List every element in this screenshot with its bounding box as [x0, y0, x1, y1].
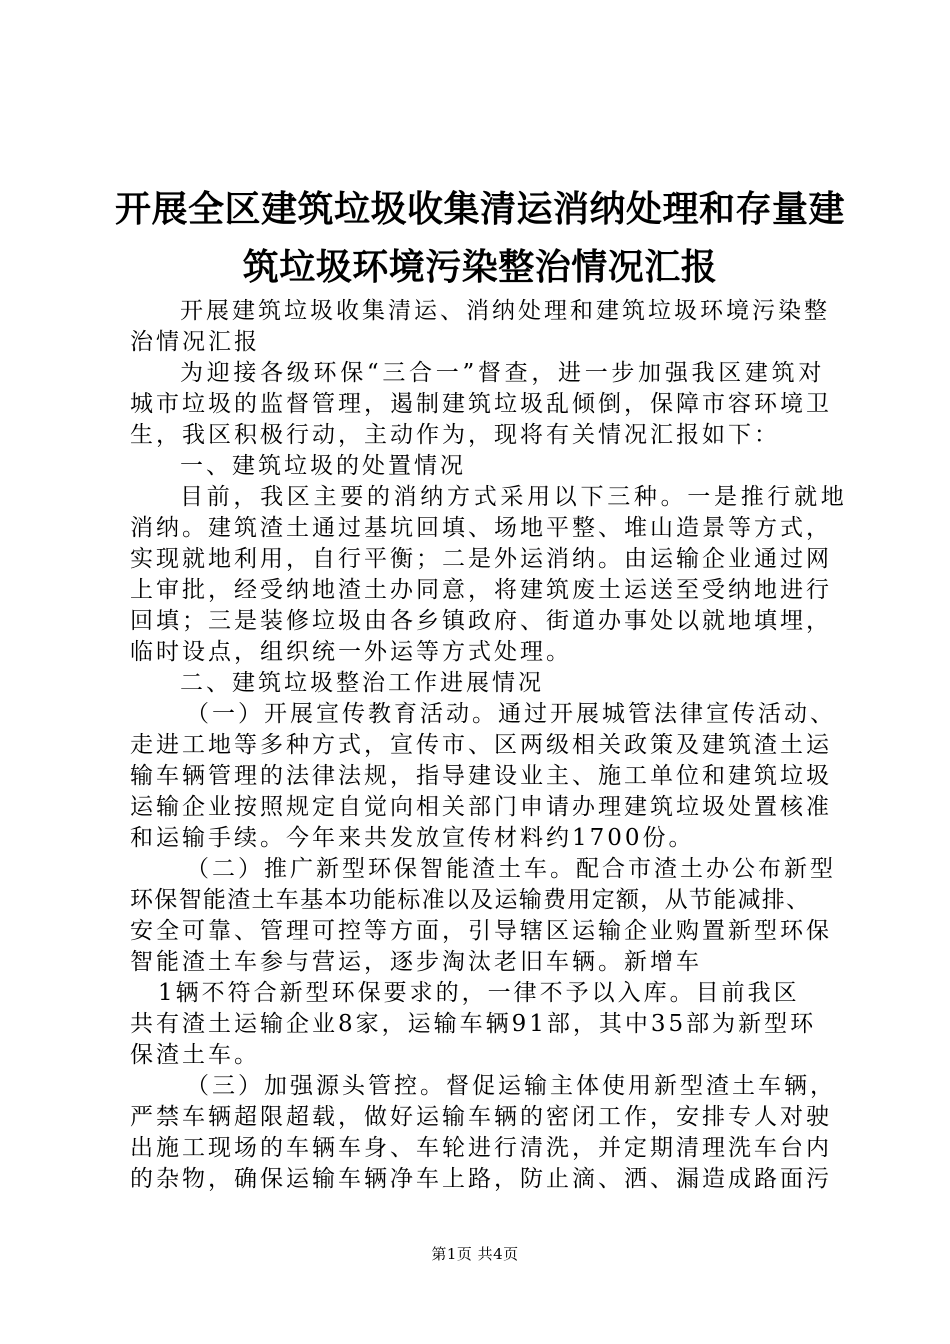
body-line: （一）开展宣传教育活动。通过开展城管法律宣传活动、: [186, 701, 836, 727]
body-line: 环保智能渣土车基本功能标准以及运输费用定额，从节能减排、: [130, 887, 811, 913]
document-body: [130, 296, 848, 1195]
body-line: （二）推广新型环保智能渣土车。配合市渣土办公布新型: [186, 856, 836, 882]
document-title-line-2: 筑垃圾环境污染整治情况汇报: [242, 247, 718, 288]
body-line: 运输企业按照规定自觉向相关部门申请办理建筑垃圾处置核准: [130, 794, 832, 820]
body-line: 安全可靠、管理可控等方面，引导辖区运输企业购置新型环保: [130, 918, 832, 944]
body-line: 实现就地利用，自行平衡；二是外运消纳。由运输企业通过网: [130, 546, 832, 572]
body-line: 1辆不符合新型环保要求的，一律不予以入库。目前我区: [158, 980, 800, 1006]
body-line: 临时设点，组织统一外运等方式处理。: [130, 639, 572, 665]
body-line: 治情况汇报: [130, 329, 260, 355]
body-line: 共有渣土运输企业8家，运输车辆91部，其中35部为新型环: [130, 1011, 817, 1037]
page-footer: 第1页 共4页: [431, 1245, 519, 1263]
body-line: 严禁车辆超限超载，做好运输车辆的密闭工作，安排专人对驶: [130, 1104, 832, 1130]
body-line: 输车辆管理的法律法规，指导建设业主、施工单位和建筑垃圾: [130, 763, 832, 789]
body-line: 城市垃圾的监督管理，遏制建筑垃圾乱倾倒，保障市容环境卫: [130, 391, 832, 417]
body-line: 目前，我区主要的消纳方式采用以下三种。一是推行就地: [180, 484, 848, 510]
body-line: 走进工地等多种方式，宣传市、区两级相关政策及建筑渣土运: [130, 732, 832, 758]
document-title-line-1: 开展全区建筑垃圾收集清运消纳处理和存量建: [114, 189, 845, 230]
body-line: 为迎接各级环保“三合一”督查，进一步加强我区建筑对: [180, 360, 826, 386]
body-line: 智能渣土车参与营运，逐步淘汰老旧车辆。新增车: [130, 949, 702, 975]
body-line: 和运输手续。今年来共发放宣传材料约1700份。: [130, 825, 695, 851]
body-line: 的杂物，确保运输车辆净车上路，防止滴、洒、漏造成路面污: [130, 1166, 832, 1192]
body-line: 生，我区积极行动，主动作为，现将有关情况汇报如下：: [130, 422, 780, 448]
body-line: 上审批，经受纳地渣土办同意，将建筑废土运送至受纳地进行: [130, 577, 832, 603]
section-heading: 二、建筑垃圾整治工作进展情况: [180, 670, 544, 696]
section-heading: 一、建筑垃圾的处置情况: [180, 453, 466, 479]
body-line: （三）加强源头管控。督促运输主体使用新型渣土车辆，: [186, 1073, 836, 1099]
body-line: 出施工现场的车辆车身、车轮进行清洗，并定期清理洗车台内: [130, 1135, 832, 1161]
body-line: 回填；三是装修垃圾由各乡镇政府、街道办事处以就地填埋，: [130, 608, 832, 634]
body-line: 保渣土车。: [130, 1042, 260, 1068]
body-line: 消纳。建筑渣土通过基坑回填、场地平整、堆山造景等方式，: [130, 515, 832, 541]
body-line: 开展建筑垃圾收集清运、消纳处理和建筑垃圾环境污染整: [180, 298, 830, 324]
